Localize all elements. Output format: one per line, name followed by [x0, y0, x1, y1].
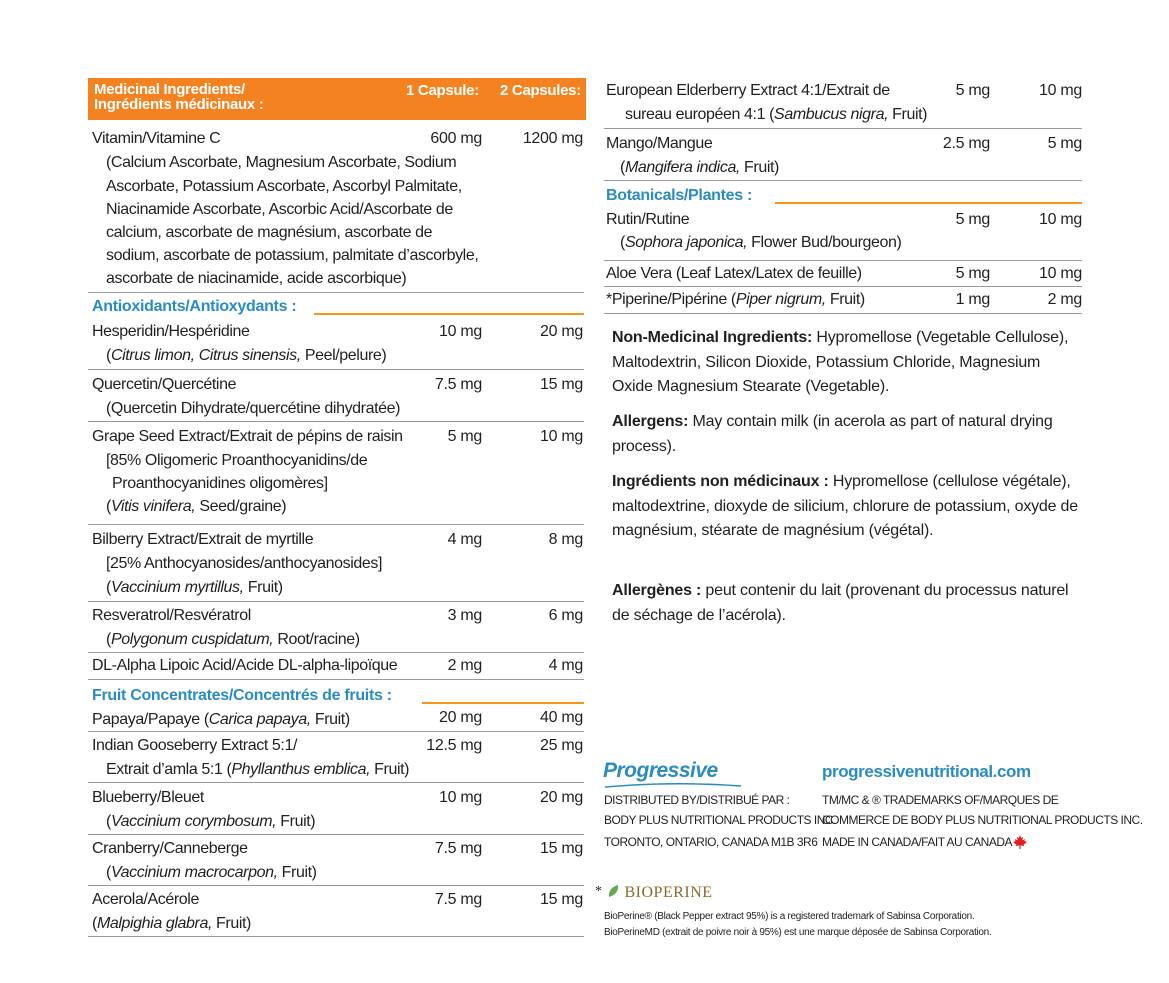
mango-amount-1: 2.5 mg	[942, 135, 990, 152]
divider	[88, 421, 584, 422]
section-rule	[314, 313, 584, 315]
divider	[604, 260, 1082, 261]
rutin-source: (Sophora japonica, Flower Bud/bourgeon)	[620, 234, 902, 251]
divider	[604, 180, 1082, 181]
lipoic-acid-name: DL-Alpha Lipoic Acid/Acide DL-alpha-lipoïque	[92, 657, 398, 674]
distributor-line: BODY PLUS NUTRITIONAL PRODUCTS INC.	[604, 813, 836, 827]
amla-source: Extrait d’amla 5:1 (Phyllanthus emblica, Fruit)	[106, 761, 410, 778]
hesperidin-amount-1: 10 mg	[439, 323, 482, 340]
blueberry-source: (Vaccinium corymbosum, Fruit)	[106, 813, 316, 830]
leaf-icon	[607, 884, 620, 898]
trademark-line: TM/MC & ® TRADEMARKS OF/MARQUES DE	[822, 793, 1059, 807]
quercetin-name: Quercetin/Quercétine	[92, 376, 237, 393]
non-medicinal-ingredients-en: Non-Medicinal Ingredients: Hypromellose (Vegetable Cellulose), Maltodextrin, Silicon Dioxide, Potassium Chloride, Magnesium Oxide Magnesium Stearate (Vegetable).	[612, 329, 1069, 395]
divider	[88, 731, 584, 732]
lipoic-acid-amount-2: 4 mg	[548, 657, 583, 674]
hesperidin-source: (Citrus limon, Citrus sinensis, Peel/pelure)	[106, 347, 387, 364]
distributor-line: DISTRIBUTED BY/DISTRIBUÉ PAR :	[604, 793, 790, 807]
vitc-sub-line: (Calcium Ascorbate, Magnesium Ascorbate, Sodium	[106, 154, 457, 171]
papaya-amount-2: 40 mg	[540, 709, 583, 726]
elderberry-amount-2: 10 mg	[1039, 82, 1082, 99]
section-rule	[775, 202, 1082, 204]
logo-swoosh-icon	[603, 783, 743, 789]
progressive-logo: Progressive	[603, 759, 718, 782]
vitc-amount-2: 1200 mg	[522, 130, 583, 147]
blueberry-name: Blueberry/Bleuet	[92, 789, 204, 806]
piperine-amount-2: 2 mg	[1047, 291, 1082, 308]
section-title-fruit-concentrates: Fruit Concentrates/Concentrés de fruits :	[92, 687, 392, 704]
non-medicinal-ingredients-fr: Ingrédients non médicinaux : Hypromellose (cellulose végétale), maltodextrine, dioxyde de silicium, chlorure de potassium, oxyde de magnésium, stéarate de magnésium (végétal).	[612, 473, 1078, 539]
divider	[604, 128, 1082, 129]
maple-leaf-icon	[1012, 834, 1028, 850]
allergens-en: Allergens: May contain milk (in acerola as part of natural drying process).	[612, 413, 1053, 455]
mango-name: Mango/Mangue	[606, 135, 713, 152]
hesperidin-name: Hesperidin/Hespéridine	[92, 323, 250, 340]
mango-source: (Mangifera indica, Fruit)	[620, 159, 779, 176]
section-rule	[422, 702, 584, 704]
header-col-2-capsules: 2 Capsules:	[500, 82, 581, 99]
lipoic-acid-amount-1: 2 mg	[447, 657, 482, 674]
piperine-name: *Piperine/Pipérine (Piper nigrum, Fruit)	[606, 291, 865, 308]
rutin-amount-2: 10 mg	[1039, 211, 1082, 228]
quercetin-amount-2: 15 mg	[540, 376, 583, 393]
cranberry-amount-2: 15 mg	[540, 840, 583, 857]
resveratrol-amount-1: 3 mg	[447, 607, 482, 624]
elderberry-name: European Elderberry Extract 4:1/Extrait de	[606, 82, 890, 99]
header-label-fr: Ingrédients médicinaux :	[94, 96, 264, 113]
divider	[88, 782, 584, 783]
grape-seed-name: Grape Seed Extract/Extrait de pépins de raisin	[92, 428, 403, 445]
bilberry-amount-1: 4 mg	[447, 531, 482, 548]
bioperine-logo: * BIOPERINE	[595, 884, 713, 901]
bilberry-amount-2: 8 mg	[548, 531, 583, 548]
blueberry-amount-1: 10 mg	[439, 789, 482, 806]
website-link[interactable]: progressivenutritional.com	[822, 762, 1031, 781]
section-title-antioxidants: Antioxidants/Antioxydants :	[92, 298, 297, 315]
section-title-botanicals: Botanicals/Plantes :	[606, 187, 753, 204]
bilberry-sub: [25% Anthocyanosides/anthocyanosides]	[106, 555, 383, 572]
grape-seed-amount-1: 5 mg	[447, 428, 482, 445]
cranberry-source: (Vaccinium macrocarpon, Fruit)	[106, 864, 317, 881]
resveratrol-source: (Polygonum cuspidatum, Root/racine)	[106, 631, 360, 648]
resveratrol-amount-2: 6 mg	[548, 607, 583, 624]
divider	[88, 524, 584, 525]
elderberry-source: sureau européen 4:1 (Sambucus nigra, Fruit)	[625, 106, 928, 123]
aloe-vera-amount-2: 10 mg	[1039, 265, 1082, 282]
elderberry-amount-1: 5 mg	[955, 82, 990, 99]
vitc-name: Vitamin/Vitamine C	[92, 130, 221, 147]
vitc-sub-line: ascorbate de niacinamide, acide ascorbique)	[106, 270, 407, 287]
divider	[604, 313, 1082, 314]
bioperine-note-fr: BioPerineMD (extrait de poivre noir à 95%) est une marque déposée de Sabinsa Corporation.	[604, 927, 992, 938]
cranberry-name: Cranberry/Canneberge	[92, 840, 248, 857]
mango-amount-2: 5 mg	[1047, 135, 1082, 152]
grape-seed-amount-2: 10 mg	[540, 428, 583, 445]
vitc-sub-line: Niacinamide Ascorbate, Ascorbic Acid/Ascorbate de	[106, 201, 453, 218]
divider	[88, 885, 584, 886]
aloe-vera-name: Aloe Vera (Leaf Latex/Latex de feuille)	[606, 265, 862, 282]
acerola-name: Acerola/Acérole	[92, 891, 199, 908]
hesperidin-amount-2: 20 mg	[540, 323, 583, 340]
amla-name: Indian Gooseberry Extract 5:1/	[92, 737, 298, 754]
allergens-fr: Allergènes : peut contenir du lait (provenant du processus naturel de séchage de l’acérola).	[612, 582, 1069, 624]
trademark-line: COMMERCE DE BODY PLUS NUTRITIONAL PRODUCTS INC.	[822, 813, 1143, 827]
header-label-en: Medicinal Ingredients/	[94, 81, 245, 98]
resveratrol-name: Resveratrol/Resvératrol	[92, 607, 251, 624]
grape-seed-source: (Vitis vinifera, Seed/graine)	[106, 498, 287, 515]
divider	[88, 936, 584, 937]
bilberry-name: Bilberry Extract/Extrait de myrtille	[92, 531, 314, 548]
amla-amount-1: 12.5 mg	[426, 737, 482, 754]
vitc-sub-line: calcium, ascorbate de magnésium, ascorbate de	[106, 224, 433, 241]
papaya-name: Papaya/Papaye (Carica papaya, Fruit)	[92, 711, 350, 728]
cranberry-amount-1: 7.5 mg	[434, 840, 482, 857]
header-col-1-capsule: 1 Capsule:	[406, 82, 479, 99]
ingredients-header	[88, 78, 586, 120]
bioperine-note-en: BioPerine® (Black Pepper extract 95%) is a registered trademark of Sabinsa Corporation.	[604, 911, 975, 922]
divider	[88, 601, 584, 602]
divider	[88, 652, 584, 653]
bilberry-source: (Vaccinium myrtillus, Fruit)	[106, 579, 283, 596]
vitc-sub-line: sodium, ascorbate de potassium, palmitate d’ascorbyle,	[106, 247, 479, 264]
quercetin-source: (Quercetin Dihydrate/quercétine dihydratée)	[106, 400, 401, 417]
quercetin-amount-1: 7.5 mg	[434, 376, 482, 393]
divider	[604, 286, 1082, 287]
distributor-line: TORONTO, ONTARIO, CANADA M1B 3R6	[604, 835, 818, 849]
papaya-amount-1: 20 mg	[439, 709, 482, 726]
amla-amount-2: 25 mg	[540, 737, 583, 754]
acerola-amount-1: 7.5 mg	[434, 891, 482, 908]
rutin-name: Rutin/Rutine	[606, 211, 690, 228]
piperine-amount-1: 1 mg	[955, 291, 990, 308]
vitc-sub-line: Ascorbate, Potassium Ascorbate, Ascorbyl Palmitate,	[106, 178, 462, 195]
grape-seed-sub: Proanthocyanidines oligomères]	[112, 475, 328, 492]
divider	[88, 834, 584, 835]
blueberry-amount-2: 20 mg	[540, 789, 583, 806]
rutin-amount-1: 5 mg	[955, 211, 990, 228]
grape-seed-sub: [85% Oligomeric Proanthocyanidins/de	[106, 452, 368, 469]
aloe-vera-amount-1: 5 mg	[955, 265, 990, 282]
divider	[88, 679, 584, 680]
vitc-amount-1: 600 mg	[430, 130, 482, 147]
acerola-amount-2: 15 mg	[540, 891, 583, 908]
divider	[88, 369, 584, 370]
divider	[88, 292, 584, 293]
acerola-source: (Malpighia glabra, Fruit)	[92, 915, 251, 932]
made-in-canada: MADE IN CANADA/FAIT AU CANADA	[822, 835, 1012, 849]
